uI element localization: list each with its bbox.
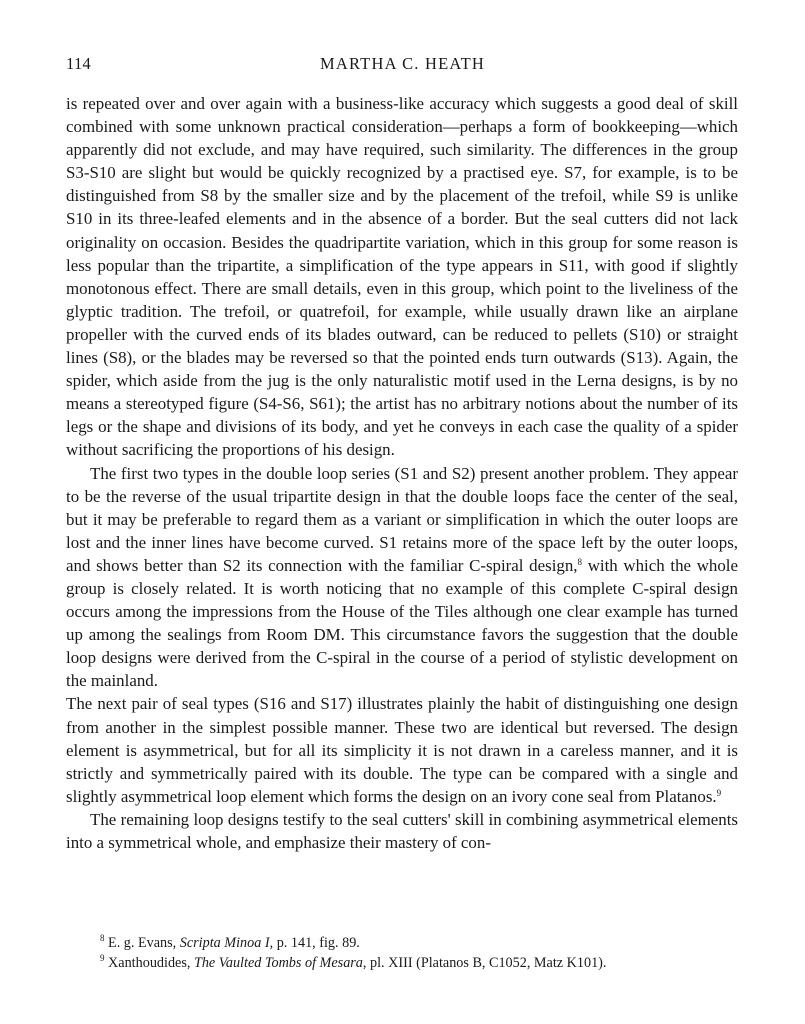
paragraph-2 [66,462,738,693]
footnote-8-suffix: , p. 141, fig. 89. [269,935,360,951]
footnote-9 [100,953,750,973]
paragraph-2-text-a: The first two types in the double loop series (S1 and S2) present another problem. They appear to be the reverse of the usual tripartite design in that the double loops face the center of the seal, but it may be preferable to regard them as a variant or simplification in which the outer loops are lost and the inner lines have become curved. S1 retains more of the space left by the outer loops, and shows better than S2 its connection with the familiar C-spiral design, [66,463,738,575]
footnote-8 [100,933,750,953]
page-number: 114 [66,54,92,73]
paragraph-3 [66,692,738,807]
footnote-8-prefix: E. g. Evans, [108,935,180,951]
footnote-ref-8: 8 [577,556,582,567]
paragraph-3-text: The next pair of seal types (S16 and S17) illustrates plainly the habit of distinguishing one design from another in the simplest possible manner. These two are identical but reversed. The design element is asymmetrical, but for all its simplicity it is not drawn in a careless manner, and it is strictly and symmetrically paired with its double. The type can be compared with a single and slightly asymmetrical loop element which forms the design on an ivory cone seal from Platanos. [66,694,738,806]
body-text [66,92,738,854]
footnote-8-number: 8 [100,933,105,943]
paragraph-4: The remaining loop designs testify to the seal cutters' skill in combining asymmetrical elements into a symmetrical whole, and emphasize their mastery of con- [66,809,738,852]
paragraph-1: is repeated over and over again with a business-like accuracy which suggests a good deal of skill combined with some unknown practical consideration—perhaps a form of bookkeeping—which apparently did not exclude, and may have required, such similarity. The differences in the group S3-S10 are slight but would be quickly recognized by a practised eye. S7, for example, is to be distinguished from S8 by the smaller size and by the placement of the trefoil, while S9 is unlike S10 in its three-leafed elements and in the absence of a border. But the seal cutters did not lack originality on occasion. Besides the quadripartite variation, which in this group for some reason is less popular than the tripartite, a simplification of the type appears in S11, with good if slightly monotonous effect. There are small details, even in this group, which point to the liveliness of the glyptic tradition. The trefoil, or quatrefoil, for example, while usually drawn like an airplane propeller with the curved ends of its blades outward, can be reduced to pellets (S10) or straight lines (S8), or the blades may be reversed so that the pointed ends turn outwards (S13). Again, the spider, which aside from the jug is the only naturalistic motif used in the Lerna designs, is by no means a stereotyped figure (S4-S6, S61); the artist has no arbitrary notions about the number of its legs or the shape and divisions of its body, and yet he conveys in each case the quality of a spider without sacrificing the proportions of his design. [66,94,738,460]
footnote-8-title: Scripta Minoa I [179,935,270,951]
footnote-9-title: The Vaulted Tombs of Mesara [193,955,363,971]
footnote-9-number: 9 [100,953,105,963]
footnote-9-suffix: , pl. XIII (Platanos B, C1052, Matz K101). [362,955,607,971]
running-head: MARTHA C. HEATH [319,54,486,73]
footnotes [100,933,750,973]
footnote-ref-9: 9 [716,787,722,798]
page-header [66,54,739,78]
paragraph-2-text-b: with which the whole group is closely related. It is worth noticing that no example of this complete C-spiral design occurs among the impressions from the House of the Tiles although one clear example has turned up among the sealings from Room DM. This circumstance favors the suggestion that the double loop designs were derived from the C-spiral in the course of a period of stylistic development on the mainland. [66,555,738,691]
footnote-9-prefix: Xanthoudides, [108,955,194,971]
